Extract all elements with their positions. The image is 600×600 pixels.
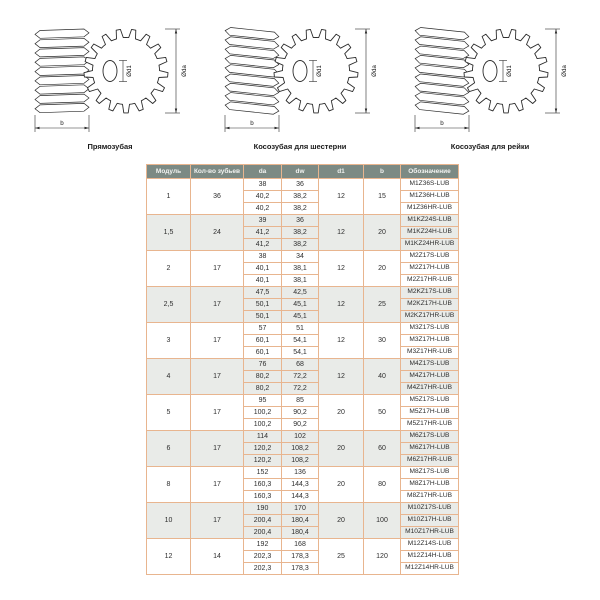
- cell-dw: 34: [282, 251, 319, 263]
- cell-designation: M10Z17HR-LUB: [401, 527, 459, 539]
- cell-d1: 12: [319, 251, 364, 287]
- cell-designation: M12Z14S-LUB: [401, 539, 459, 551]
- cell-dw: 90,2: [282, 407, 319, 419]
- gear-table-container: [146, 164, 459, 575]
- cell-module: 2: [147, 251, 191, 287]
- cell-dw: 38,2: [282, 203, 319, 215]
- diagram-caption-spur: Прямозубая: [87, 142, 133, 151]
- cell-module: 4: [147, 359, 191, 395]
- cell-b: 25: [364, 287, 401, 323]
- cell-da: 60,1: [244, 347, 282, 359]
- cell-dw: 38,2: [282, 227, 319, 239]
- column-header-dw: dw: [282, 165, 319, 179]
- cell-da: 40,2: [244, 203, 282, 215]
- cell-teeth-count: 17: [191, 323, 244, 359]
- cell-designation: M1KZ24S-LUB: [401, 215, 459, 227]
- dimension-label: Øda: [561, 65, 568, 77]
- table-row: [147, 251, 459, 263]
- cell-dw: 108,2: [282, 443, 319, 455]
- cell-teeth-count: 17: [191, 287, 244, 323]
- cell-da: 80,2: [244, 383, 282, 395]
- cell-teeth-count: 17: [191, 395, 244, 431]
- cell-da: 190: [244, 503, 282, 515]
- cell-dw: 178,3: [282, 551, 319, 563]
- cell-da: 192: [244, 539, 282, 551]
- dimension-label: b: [250, 120, 254, 127]
- cell-da: 160,3: [244, 479, 282, 491]
- cell-da: 50,1: [244, 299, 282, 311]
- cell-dw: 68: [282, 359, 319, 371]
- cell-d1: 12: [319, 359, 364, 395]
- cell-d1: 25: [319, 539, 364, 575]
- table-row: [147, 287, 459, 299]
- cell-da: 202,3: [244, 551, 282, 563]
- cell-designation: M5Z17HR-LUB: [401, 419, 459, 431]
- cell-dw: 108,2: [282, 455, 319, 467]
- cell-b: 40: [364, 359, 401, 395]
- cell-designation: M3Z17S-LUB: [401, 323, 459, 335]
- cell-dw: 51: [282, 323, 319, 335]
- cell-module: 2,5: [147, 287, 191, 323]
- helical-pinion-gear-drawing: [214, 8, 386, 140]
- dimension-label: Ød1: [126, 65, 133, 77]
- dimension-label: Ød1: [506, 65, 513, 77]
- cell-dw: 102: [282, 431, 319, 443]
- cell-dw: 45,1: [282, 299, 319, 311]
- cell-designation: M8Z17HR-LUB: [401, 491, 459, 503]
- cell-da: 40,2: [244, 191, 282, 203]
- cell-designation: M1Z36H-LUB: [401, 191, 459, 203]
- cell-designation: M10Z17H-LUB: [401, 515, 459, 527]
- cell-da: 152: [244, 467, 282, 479]
- cell-teeth-count: 17: [191, 251, 244, 287]
- cell-designation: M1KZ24H-LUB: [401, 227, 459, 239]
- cell-designation: M2KZ17S-LUB: [401, 287, 459, 299]
- cell-b: 60: [364, 431, 401, 467]
- cell-dw: 168: [282, 539, 319, 551]
- cell-d1: 20: [319, 503, 364, 539]
- cell-da: 50,1: [244, 311, 282, 323]
- cell-d1: 20: [319, 395, 364, 431]
- gear-diagrams: [0, 8, 600, 151]
- table-row: [147, 215, 459, 227]
- cell-da: 200,4: [244, 527, 282, 539]
- cell-designation: M4Z17S-LUB: [401, 359, 459, 371]
- table-row: [147, 467, 459, 479]
- cell-da: 202,3: [244, 563, 282, 575]
- cell-d1: 12: [319, 179, 364, 215]
- cell-da: 57: [244, 323, 282, 335]
- gear-specs-table: [146, 164, 459, 575]
- cell-teeth-count: 17: [191, 359, 244, 395]
- cell-da: 114: [244, 431, 282, 443]
- table-header-row: [147, 165, 459, 179]
- cell-module: 12: [147, 539, 191, 575]
- cell-designation: M3Z17H-LUB: [401, 335, 459, 347]
- cell-module: 3: [147, 323, 191, 359]
- cell-dw: 180,4: [282, 527, 319, 539]
- cell-teeth-count: 17: [191, 467, 244, 503]
- cell-d1: 12: [319, 215, 364, 251]
- cell-module: 5: [147, 395, 191, 431]
- cell-designation: M8Z17H-LUB: [401, 479, 459, 491]
- column-header-module: Модуль: [147, 165, 191, 179]
- cell-dw: 72,2: [282, 371, 319, 383]
- cell-designation: M1Z36S-LUB: [401, 179, 459, 191]
- cell-b: 20: [364, 215, 401, 251]
- cell-module: 1,5: [147, 215, 191, 251]
- helical-rack-gear-drawing: [404, 8, 576, 140]
- cell-dw: 36: [282, 179, 319, 191]
- cell-dw: 54,1: [282, 335, 319, 347]
- cell-da: 100,2: [244, 419, 282, 431]
- cell-da: 76: [244, 359, 282, 371]
- dimension-label: Ød1: [316, 65, 323, 77]
- cell-dw: 45,1: [282, 311, 319, 323]
- cell-dw: 38,1: [282, 263, 319, 275]
- spur-gear-drawing: [24, 8, 196, 140]
- table-row: [147, 359, 459, 371]
- cell-designation: M10Z17S-LUB: [401, 503, 459, 515]
- cell-teeth-count: 36: [191, 179, 244, 215]
- cell-designation: M1Z36HR-LUB: [401, 203, 459, 215]
- diagram-caption-helical-rack: Косозубая для рейки: [450, 142, 530, 151]
- cell-dw: 72,2: [282, 383, 319, 395]
- column-header-designation: Обозначение: [401, 165, 459, 179]
- cell-da: 80,2: [244, 371, 282, 383]
- cell-designation: M6Z17H-LUB: [401, 443, 459, 455]
- cell-designation: M1KZ24HR-LUB: [401, 239, 459, 251]
- cell-d1: 20: [319, 431, 364, 467]
- cell-dw: 170: [282, 503, 319, 515]
- cell-da: 40,1: [244, 263, 282, 275]
- cell-b: 15: [364, 179, 401, 215]
- cell-dw: 36: [282, 215, 319, 227]
- diagram-spur-gear: [15, 8, 205, 151]
- cell-designation: M12Z14HR-LUB: [401, 563, 459, 575]
- cell-module: 1: [147, 179, 191, 215]
- cell-da: 40,1: [244, 275, 282, 287]
- cell-designation: M4Z17H-LUB: [401, 371, 459, 383]
- table-row: [147, 395, 459, 407]
- cell-dw: 178,3: [282, 563, 319, 575]
- diagram-helical-rack-gear: [395, 8, 585, 151]
- cell-designation: M3Z17HR-LUB: [401, 347, 459, 359]
- column-header-d1: d1: [319, 165, 364, 179]
- cell-da: 41,2: [244, 239, 282, 251]
- cell-b: 30: [364, 323, 401, 359]
- cell-dw: 136: [282, 467, 319, 479]
- dimension-label: Øda: [371, 65, 378, 77]
- cell-da: 38: [244, 179, 282, 191]
- cell-da: 120,2: [244, 443, 282, 455]
- cell-teeth-count: 17: [191, 431, 244, 467]
- dimension-label: Øda: [181, 65, 188, 77]
- table-row: [147, 179, 459, 191]
- cell-d1: 12: [319, 287, 364, 323]
- cell-designation: M5Z17H-LUB: [401, 407, 459, 419]
- cell-designation: M2KZ17H-LUB: [401, 299, 459, 311]
- cell-teeth-count: 17: [191, 503, 244, 539]
- cell-d1: 20: [319, 467, 364, 503]
- cell-dw: 54,1: [282, 347, 319, 359]
- cell-dw: 42,5: [282, 287, 319, 299]
- diagram-helical-pinion-gear: [205, 8, 395, 151]
- cell-da: 47,5: [244, 287, 282, 299]
- cell-d1: 12: [319, 323, 364, 359]
- cell-da: 120,2: [244, 455, 282, 467]
- cell-dw: 180,4: [282, 515, 319, 527]
- table-row: [147, 431, 459, 443]
- cell-da: 60,1: [244, 335, 282, 347]
- cell-da: 200,4: [244, 515, 282, 527]
- dimension-label: b: [440, 120, 444, 127]
- cell-b: 50: [364, 395, 401, 431]
- cell-da: 41,2: [244, 227, 282, 239]
- cell-da: 160,3: [244, 491, 282, 503]
- cell-designation: M5Z17S-LUB: [401, 395, 459, 407]
- table-row: [147, 503, 459, 515]
- cell-b: 80: [364, 467, 401, 503]
- cell-dw: 90,2: [282, 419, 319, 431]
- cell-designation: M8Z17S-LUB: [401, 467, 459, 479]
- cell-b: 20: [364, 251, 401, 287]
- column-header-da: da: [244, 165, 282, 179]
- cell-da: 39: [244, 215, 282, 227]
- cell-designation: M2Z17HR-LUB: [401, 275, 459, 287]
- cell-dw: 144,3: [282, 491, 319, 503]
- cell-module: 10: [147, 503, 191, 539]
- table-row: [147, 323, 459, 335]
- cell-da: 100,2: [244, 407, 282, 419]
- cell-module: 6: [147, 431, 191, 467]
- column-header-teeth-count: Кол-во зубьев: [191, 165, 244, 179]
- cell-b: 120: [364, 539, 401, 575]
- cell-da: 38: [244, 251, 282, 263]
- cell-dw: 144,3: [282, 479, 319, 491]
- cell-designation: M2KZ17HR-LUB: [401, 311, 459, 323]
- cell-dw: 38,2: [282, 191, 319, 203]
- diagram-caption-helical-pinion: Косозубая для шестерни: [253, 142, 347, 151]
- cell-designation: M4Z17HR-LUB: [401, 383, 459, 395]
- column-header-b: b: [364, 165, 401, 179]
- cell-designation: M2Z17H-LUB: [401, 263, 459, 275]
- cell-b: 100: [364, 503, 401, 539]
- cell-teeth-count: 24: [191, 215, 244, 251]
- cell-designation: M12Z14H-LUB: [401, 551, 459, 563]
- cell-designation: M2Z17S-LUB: [401, 251, 459, 263]
- cell-dw: 85: [282, 395, 319, 407]
- cell-dw: 38,1: [282, 275, 319, 287]
- dimension-label: b: [60, 120, 64, 127]
- cell-dw: 38,2: [282, 239, 319, 251]
- cell-designation: M6Z17S-LUB: [401, 431, 459, 443]
- table-row: [147, 539, 459, 551]
- cell-teeth-count: 14: [191, 539, 244, 575]
- cell-designation: M6Z17HR-LUB: [401, 455, 459, 467]
- cell-da: 95: [244, 395, 282, 407]
- cell-module: 8: [147, 467, 191, 503]
